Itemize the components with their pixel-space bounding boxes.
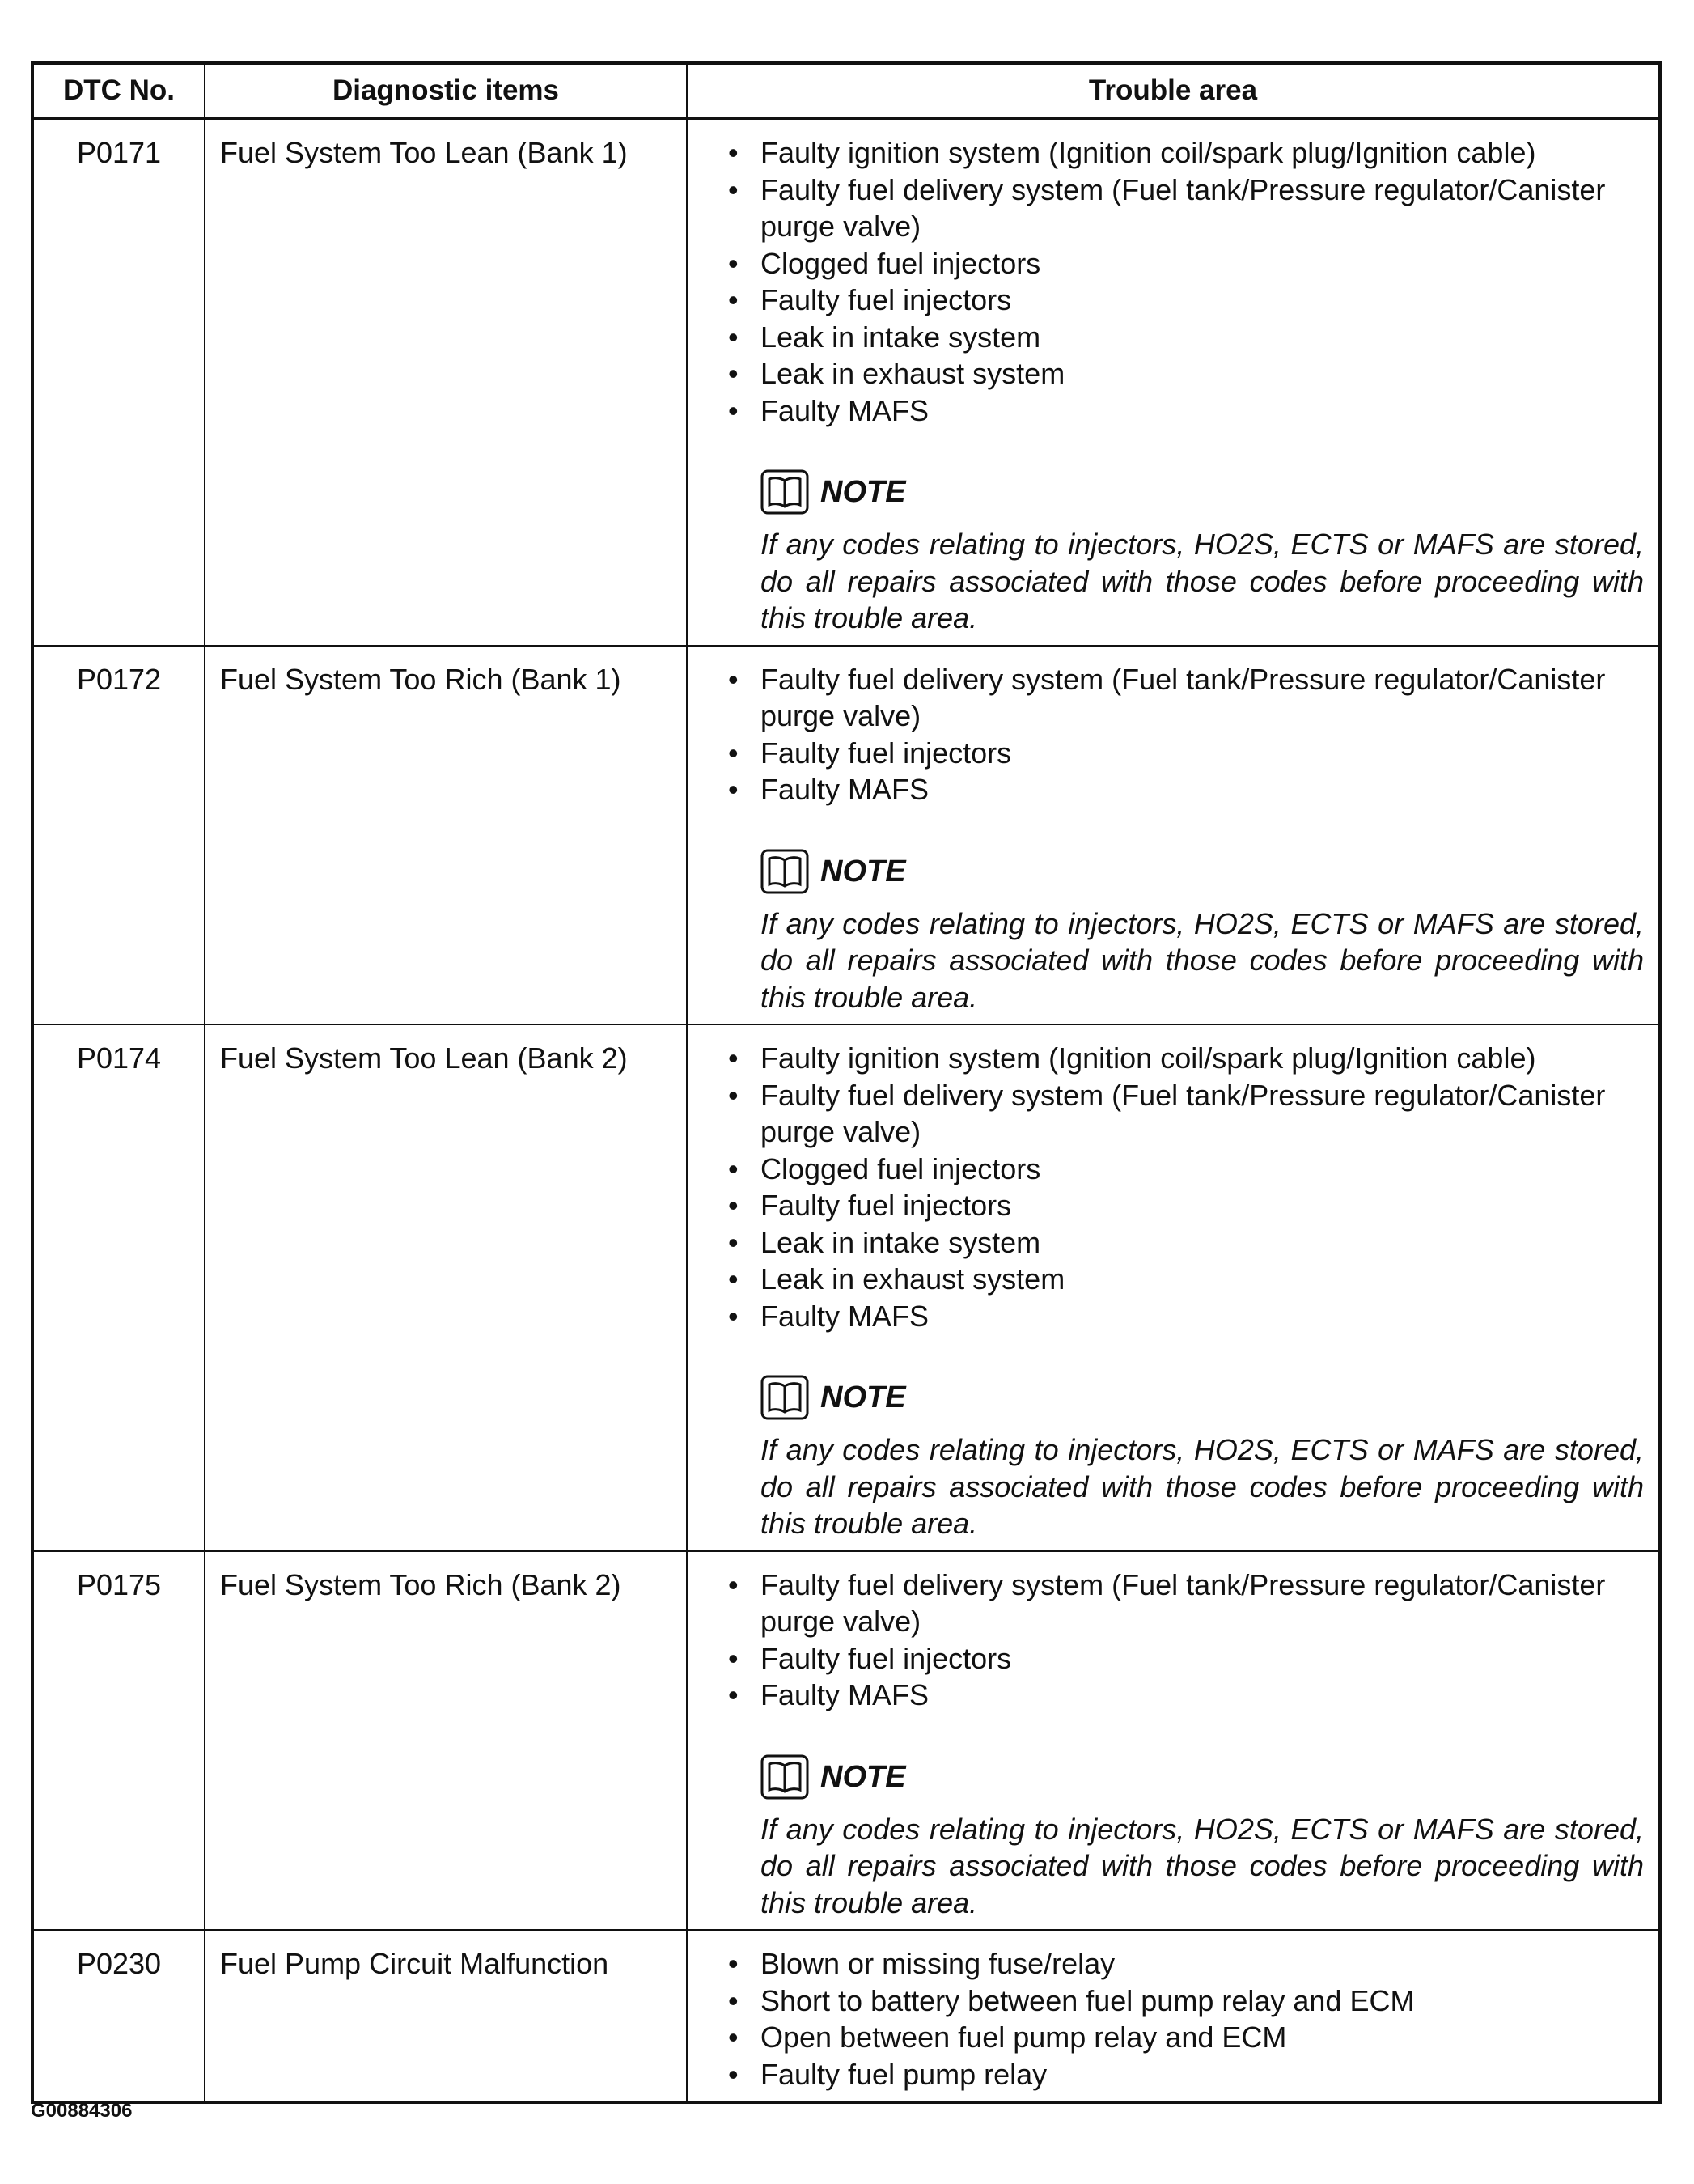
- cause-item: • Open between fuel pump relay and ECM: [728, 2019, 1644, 2056]
- diagnostic-item: Fuel System Too Rich (Bank 1): [205, 646, 687, 1025]
- book-icon: [760, 469, 811, 516]
- dtc-code: P0171: [32, 118, 205, 646]
- book-icon: [760, 849, 811, 896]
- cause-list: [728, 1567, 1644, 1714]
- cause-item: • Clogged fuel injectors: [728, 1151, 1644, 1188]
- cause-item: • Faulty fuel injectors: [728, 1640, 1644, 1677]
- note-text: If any codes relating to injectors, HO2S, ECTS or MAFS are stored, do all repairs associated with those codes before proceeding with this trouble area.: [760, 1433, 1644, 1540]
- header-trouble-area: Trouble area: [687, 63, 1660, 118]
- dtc-code: P0172: [32, 646, 205, 1025]
- cause-item: • Faulty fuel delivery system (Fuel tank/Pressure regulator/Canister purge valve): [728, 1567, 1644, 1640]
- diagnostic-item: Fuel System Too Rich (Bank 2): [205, 1551, 687, 1931]
- header-row: [32, 63, 1660, 118]
- header-diagnostic-items: Diagnostic items: [205, 63, 687, 118]
- note-text: If any codes relating to injectors, HO2S, ECTS or MAFS are stored, do all repairs associated with those codes before proceeding with this trouble area.: [760, 1812, 1644, 1919]
- cause-item: • Clogged fuel injectors: [728, 245, 1644, 282]
- cause-list: [728, 1040, 1644, 1334]
- figure-id: G00884306: [31, 2100, 133, 2122]
- header-dtc: DTC No.: [32, 63, 205, 118]
- trouble-area: [687, 1930, 1660, 2102]
- cause-item: • Faulty fuel delivery system (Fuel tank/Pressure regulator/Canister purge valve): [728, 172, 1644, 245]
- note-label: NOTE: [820, 1380, 906, 1415]
- cause-item: • Faulty fuel injectors: [728, 282, 1644, 319]
- dtc-code: P0230: [32, 1930, 205, 2102]
- table-row: [32, 1024, 1660, 1551]
- note-text: If any codes relating to injectors, HO2S, ECTS or MAFS are stored, do all repairs associated with those codes before proceeding with this trouble area.: [760, 528, 1644, 634]
- table-row: [32, 646, 1660, 1025]
- cause-item: • Faulty MAFS: [728, 392, 1644, 430]
- cause-list: [728, 1945, 1644, 2093]
- note-heading: [760, 1753, 1644, 1803]
- diagnostic-item: Fuel System Too Lean (Bank 1): [205, 118, 687, 646]
- table-row: [32, 118, 1660, 646]
- trouble-area: [687, 1024, 1660, 1551]
- trouble-area: [687, 646, 1660, 1025]
- trouble-area: [687, 1551, 1660, 1931]
- cause-item: • Leak in exhaust system: [728, 1261, 1644, 1298]
- cause-item: • Faulty ignition system (Ignition coil/spark plug/Ignition cable): [728, 134, 1644, 172]
- note-heading: [760, 847, 1644, 897]
- cause-item: • Faulty fuel injectors: [728, 735, 1644, 772]
- cause-item: • Short to battery between fuel pump relay and ECM: [728, 1983, 1644, 2020]
- cause-item: • Blown or missing fuse/relay: [728, 1945, 1644, 1983]
- cause-item: • Faulty fuel delivery system (Fuel tank/Pressure regulator/Canister purge valve): [728, 1077, 1644, 1151]
- note-label: NOTE: [820, 475, 906, 510]
- note-label: NOTE: [820, 1759, 906, 1794]
- note-heading: [760, 468, 1644, 518]
- cause-item: • Faulty ignition system (Ignition coil/spark plug/Ignition cable): [728, 1040, 1644, 1077]
- cause-item: • Faulty MAFS: [728, 1298, 1644, 1335]
- cause-item: • Leak in intake system: [728, 1224, 1644, 1262]
- dtc-code: P0175: [32, 1551, 205, 1931]
- cause-item: • Leak in intake system: [728, 319, 1644, 356]
- table-row: [32, 1551, 1660, 1931]
- cause-item: • Faulty fuel pump relay: [728, 2056, 1644, 2093]
- cause-item: • Faulty MAFS: [728, 771, 1644, 808]
- trouble-area: [687, 118, 1660, 646]
- cause-item: • Faulty MAFS: [728, 1677, 1644, 1714]
- cause-list: [728, 134, 1644, 429]
- diagnostic-item: Fuel System Too Lean (Bank 2): [205, 1024, 687, 1551]
- note-text: If any codes relating to injectors, HO2S, ECTS or MAFS are stored, do all repairs associated with those codes before proceeding with this trouble area.: [760, 906, 1644, 1014]
- dtc-table: [31, 61, 1662, 2104]
- diagnostic-item: Fuel Pump Circuit Malfunction: [205, 1930, 687, 2102]
- cause-item: • Leak in exhaust system: [728, 355, 1644, 392]
- note-heading: [760, 1373, 1644, 1423]
- cause-list: [728, 661, 1644, 808]
- note-label: NOTE: [820, 854, 906, 888]
- cause-item: • Faulty fuel injectors: [728, 1187, 1644, 1224]
- book-icon: [760, 1754, 811, 1801]
- book-icon: [760, 1375, 811, 1422]
- cause-item: • Faulty fuel delivery system (Fuel tank/Pressure regulator/Canister purge valve): [728, 661, 1644, 735]
- dtc-code: P0174: [32, 1024, 205, 1551]
- table-row: [32, 1930, 1660, 2102]
